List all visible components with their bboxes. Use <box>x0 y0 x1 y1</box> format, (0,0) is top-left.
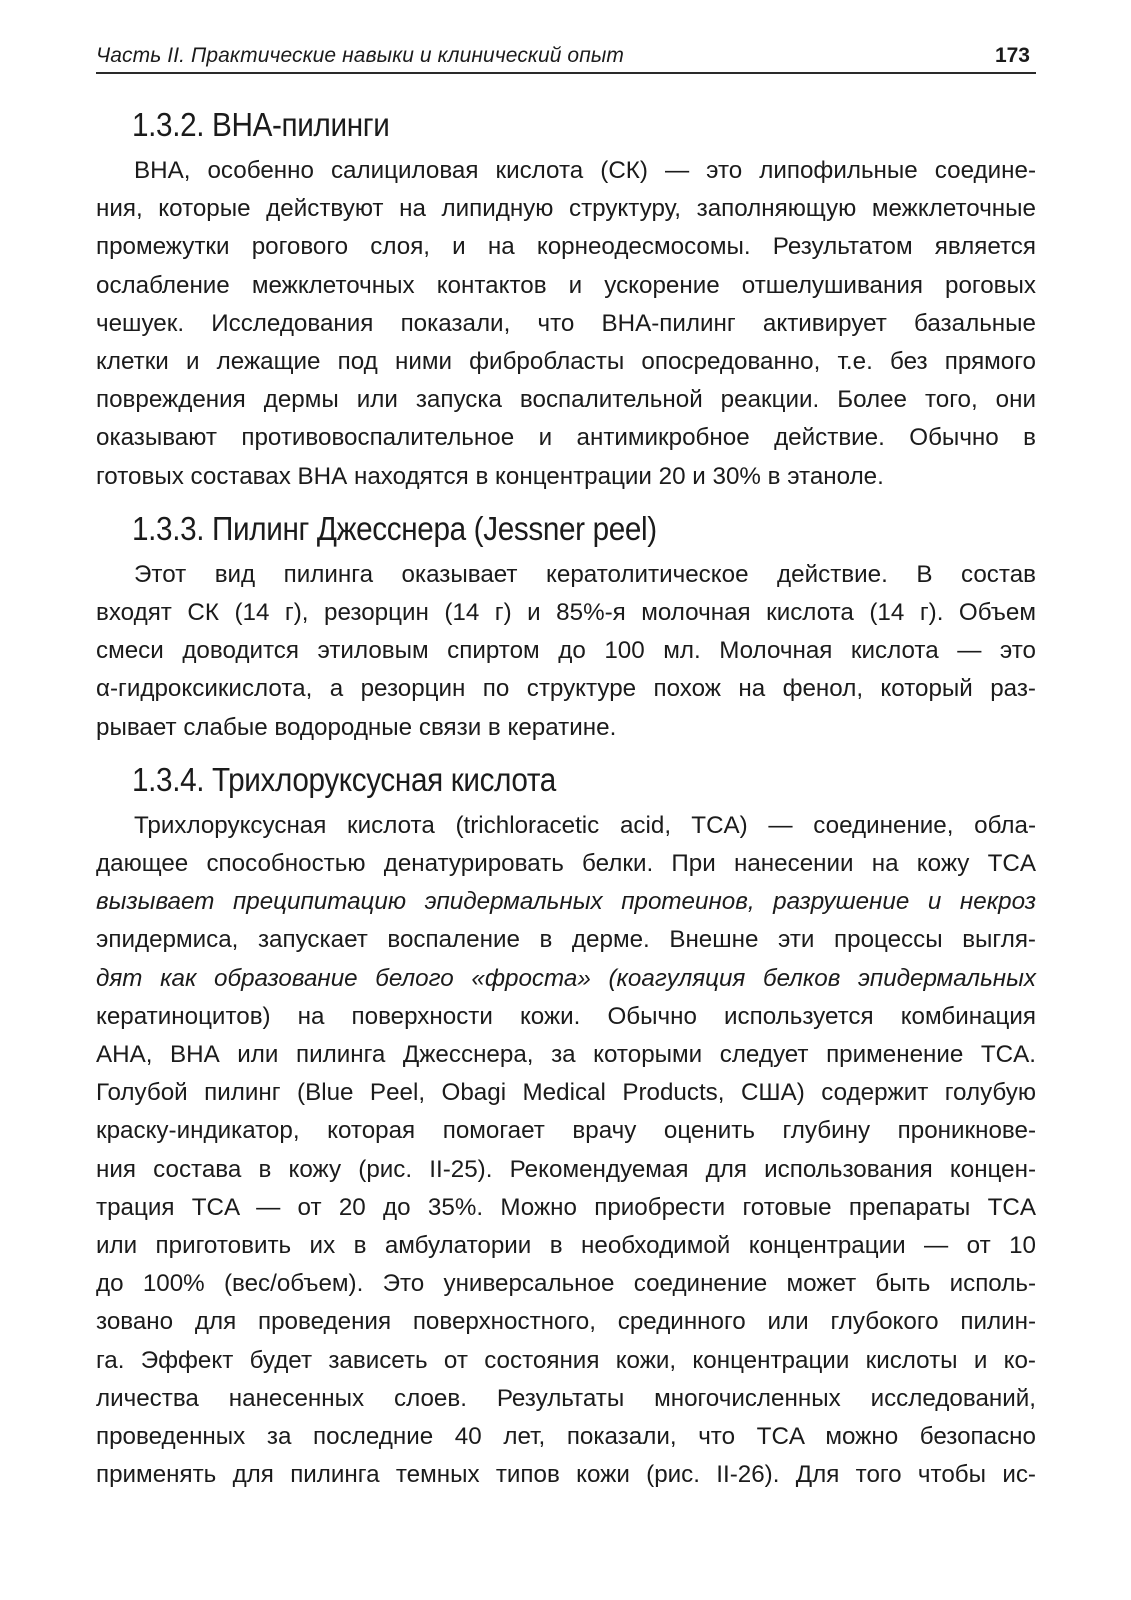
section-heading: 1.3.2. ВНА-пилинги <box>132 106 390 143</box>
document-page <box>96 30 1036 1495</box>
text-line: Голубой пилинг (Blue Peel, Obagi Medical Products, США) содержит голубую <box>96 1079 1036 1107</box>
text-line: повреждения дермы или запуска воспалительной реакции. Более того, они <box>96 386 1036 414</box>
text-line: входят СК (14 г), резорцин (14 г) и 85%-я молочная кислота (14 г). Объем <box>96 599 1036 627</box>
section-body <box>96 152 1036 496</box>
text-line: трация TCA — от 20 до 35%. Можно приобрести готовые препараты TCA <box>96 1193 1036 1221</box>
text-line: готовых составах ВНА находятся в концентрации 20 и 30% в этаноле. <box>96 462 884 490</box>
text-line: Этот вид пилинга оказывает кератолитическое действие. В состав <box>134 560 1036 588</box>
text-line: промежутки рогового слоя, и на корнеодесмосомы. Результатом является <box>96 233 1036 261</box>
text-line: ния состава в кожу (рис. II-25). Рекомендуемая для использования концен- <box>96 1155 1036 1183</box>
text-line: рывает слабые водородные связи в кератине. <box>96 713 617 741</box>
text-line: клетки и лежащие под ними фибробласты опосредованно, т.е. без прямого <box>96 348 1036 376</box>
text-line: личества нанесенных слоев. Результаты многочисленных исследований, <box>96 1384 1036 1412</box>
text-line: АНА, ВНА или пилинга Джесснера, за которыми следует применение TCA. <box>96 1041 1036 1069</box>
text-line: Трихлоруксусная кислота (trichloracetic acid, TCA) — соединение, обла- <box>134 811 1036 839</box>
text-line: эпидермиса, запускает воспаление в дерме. Внешне эти процессы выгля- <box>96 926 1036 954</box>
section-tca <box>96 761 1036 1495</box>
section-bha-peels <box>96 106 1036 496</box>
section-heading: 1.3.4. Трихлоруксусная кислота <box>132 760 556 798</box>
section-jessner-peel <box>96 510 1036 747</box>
running-header <box>96 30 1036 74</box>
text-line: вызывает преципитацию эпидермальных протеинов, разрушение и некроз <box>96 888 1036 916</box>
text-line: ВНА, особенно салициловая кислота (СК) — это липофильные соедине- <box>134 157 1036 184</box>
text-line: чешуек. Исследования показали, что ВНА-пилинг активирует базальные <box>96 309 1036 337</box>
text-line: дят как образование белого «фроста» (коагуляция белков эпидермальных <box>96 964 1036 992</box>
text-line: α-гидроксикислота, а резорцин по структуре похож на фенол, который раз- <box>96 675 1036 703</box>
running-title: Часть II. Практические навыки и клинический опыт <box>96 44 625 67</box>
section-heading: 1.3.3. Пилинг Джесснера (Jessner peel) <box>132 509 657 547</box>
text-line: кератиноцитов) на поверхности кожи. Обычно используется комбинация <box>96 1002 1036 1030</box>
page-number: 173 <box>994 44 1030 67</box>
text-line: дающее способностью денатурировать белки. При нанесении на кожу TCA <box>96 850 1036 878</box>
text-line: применять для пилинга темных типов кожи (рис. II-26). Для того чтобы ис- <box>96 1461 1036 1489</box>
text-line: ослабление межклеточных контактов и ускорение отшелушивания роговых <box>96 271 1036 299</box>
text-line: зовано для проведения поверхностного, срединного или глубокого пилин- <box>96 1308 1036 1336</box>
text-line: проведенных за последние 40 лет, показали, что TCA можно безопасно <box>96 1423 1036 1451</box>
text-line: или приготовить их в амбулатории в необходимой концентрации — от 10 <box>96 1232 1036 1260</box>
text-line: смеси доводится этиловым спиртом до 100 мл. Молочная кислота — это <box>96 637 1036 665</box>
text-line: краску-индикатор, которая помогает врачу оценить глубину проникнове- <box>96 1117 1036 1145</box>
section-body <box>96 807 1036 1495</box>
text-line: га. Эффект будет зависеть от состояния кожи, концентрации кислоты и ко- <box>96 1346 1036 1374</box>
section-body <box>96 556 1036 747</box>
text-line: оказывают противовоспалительное и антимикробное действие. Обычно в <box>96 424 1036 452</box>
text-line: ния, которые действуют на липидную структуру, заполняющую межклеточные <box>96 195 1036 223</box>
text-line: до 100% (вес/объем). Это универсальное соединение может быть исполь- <box>96 1270 1036 1298</box>
